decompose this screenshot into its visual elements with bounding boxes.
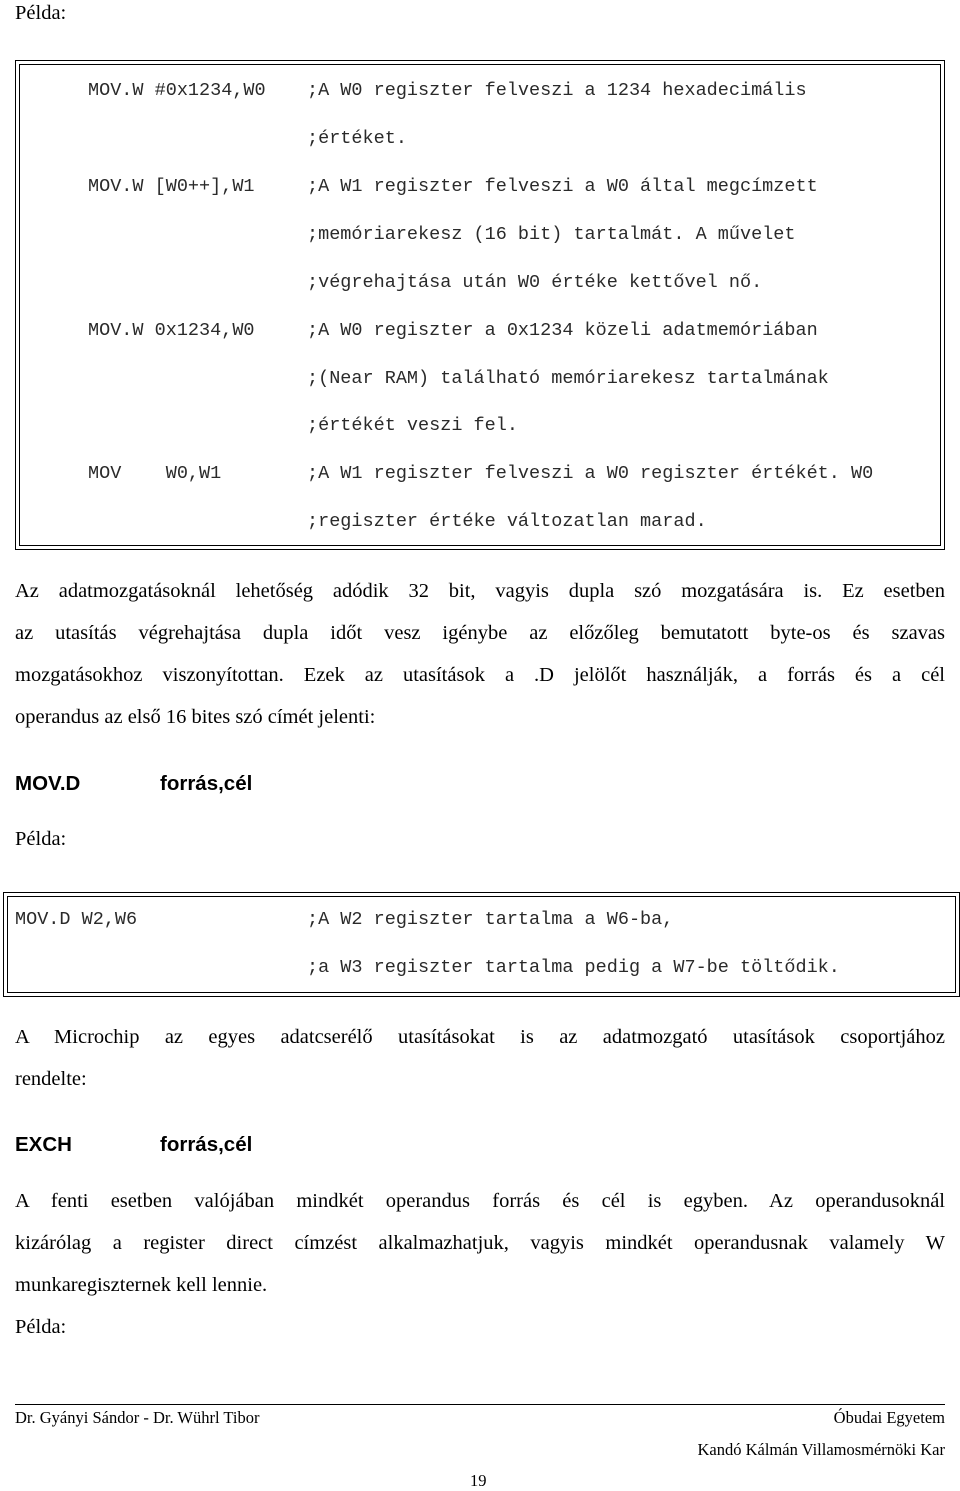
code-instruction: MOV.W #0x1234,W0 bbox=[88, 80, 266, 101]
code-comment: ;végrehajtása után W0 értéke kettővel nő. bbox=[307, 272, 763, 293]
paragraph-line: mozgatásokhoz viszonyítottan. Ezek az utasítások a .D jelölőt használják, a forrás és a cél bbox=[15, 664, 945, 686]
syntax-operands: forrás,cél bbox=[160, 772, 253, 795]
footer-university: Óbudai Egyetem bbox=[833, 1408, 945, 1427]
paragraph-line: rendelte: bbox=[15, 1068, 87, 1090]
example-label: Példa: bbox=[15, 1316, 67, 1338]
code-comment: ;A W1 regiszter felveszi a W0 által megcímzett bbox=[307, 176, 818, 197]
paragraph-line: Az adatmozgatásoknál lehetőség adódik 32 bit, vagyis dupla szó mozgatására is. Ez esetben bbox=[15, 580, 945, 602]
code-comment: ;A W0 regiszter a 0x1234 közeli adatmemóriában bbox=[307, 320, 818, 341]
code-comment: ;(Near RAM) található memóriarekesz tartalmának bbox=[307, 368, 829, 389]
paragraph-line: az utasítás végrehajtása dupla időt vesz igénybe az előzőleg bemutatott byte-os és szavas bbox=[15, 622, 945, 644]
syntax-mnemonic: MOV.D bbox=[15, 772, 81, 795]
example-label: Példa: bbox=[15, 2, 67, 24]
paragraph-line: munkaregiszternek kell lennie. bbox=[15, 1274, 268, 1296]
syntax-mnemonic: EXCH bbox=[15, 1133, 72, 1156]
paragraph-line: kizárólag a register direct címzést alkalmazhatjuk, vagyis mindkét operandusnak valamely W bbox=[15, 1232, 945, 1254]
code-comment: ;A W2 regiszter tartalma a W6-ba, bbox=[307, 909, 674, 930]
footer-divider bbox=[15, 1404, 945, 1405]
code-instruction: MOV.W [W0++],W1 bbox=[88, 176, 255, 197]
body-paragraph bbox=[15, 570, 945, 738]
code-comment: ;regiszter értéke változatlan marad. bbox=[307, 511, 707, 532]
paragraph-line: A Microchip az egyes adatcserélő utasításokat is az adatmozgató utasítások csoportjához bbox=[15, 1026, 945, 1048]
code-instruction: MOV W0,W1 bbox=[88, 463, 222, 484]
page-number: 19 bbox=[470, 1471, 487, 1490]
code-comment: ;memóriarekesz (16 bit) tartalmát. A művelet bbox=[307, 224, 796, 245]
code-instruction: MOV.W 0x1234,W0 bbox=[88, 320, 255, 341]
footer-faculty: Kandó Kálmán Villamosmérnöki Kar bbox=[697, 1440, 945, 1459]
body-paragraph bbox=[15, 1016, 945, 1100]
code-comment: ;A W1 regiszter felveszi a W0 regiszter értékét. W0 bbox=[307, 463, 874, 484]
code-comment: ;a W3 regiszter tartalma pedig a W7-be töltődik. bbox=[307, 957, 840, 978]
syntax-operands: forrás,cél bbox=[160, 1133, 253, 1156]
code-comment: ;értéket. bbox=[307, 128, 407, 149]
code-comment: ;értékét veszi fel. bbox=[307, 415, 518, 436]
body-paragraph bbox=[15, 1180, 945, 1306]
code-instruction: MOV.D W2,W6 bbox=[15, 909, 138, 930]
example-label: Példa: bbox=[15, 828, 67, 850]
paragraph-line: operandus az első 16 bites szó címét jelenti: bbox=[15, 706, 376, 728]
paragraph-line: A fenti esetben valójában mindkét operandus forrás és cél is egyben. Az operandusoknál bbox=[15, 1190, 945, 1212]
code-box bbox=[3, 892, 960, 997]
footer-authors: Dr. Gyányi Sándor - Dr. Wührl Tibor bbox=[15, 1408, 260, 1427]
code-comment: ;A W0 regiszter felveszi a 1234 hexadecimális bbox=[307, 80, 807, 101]
